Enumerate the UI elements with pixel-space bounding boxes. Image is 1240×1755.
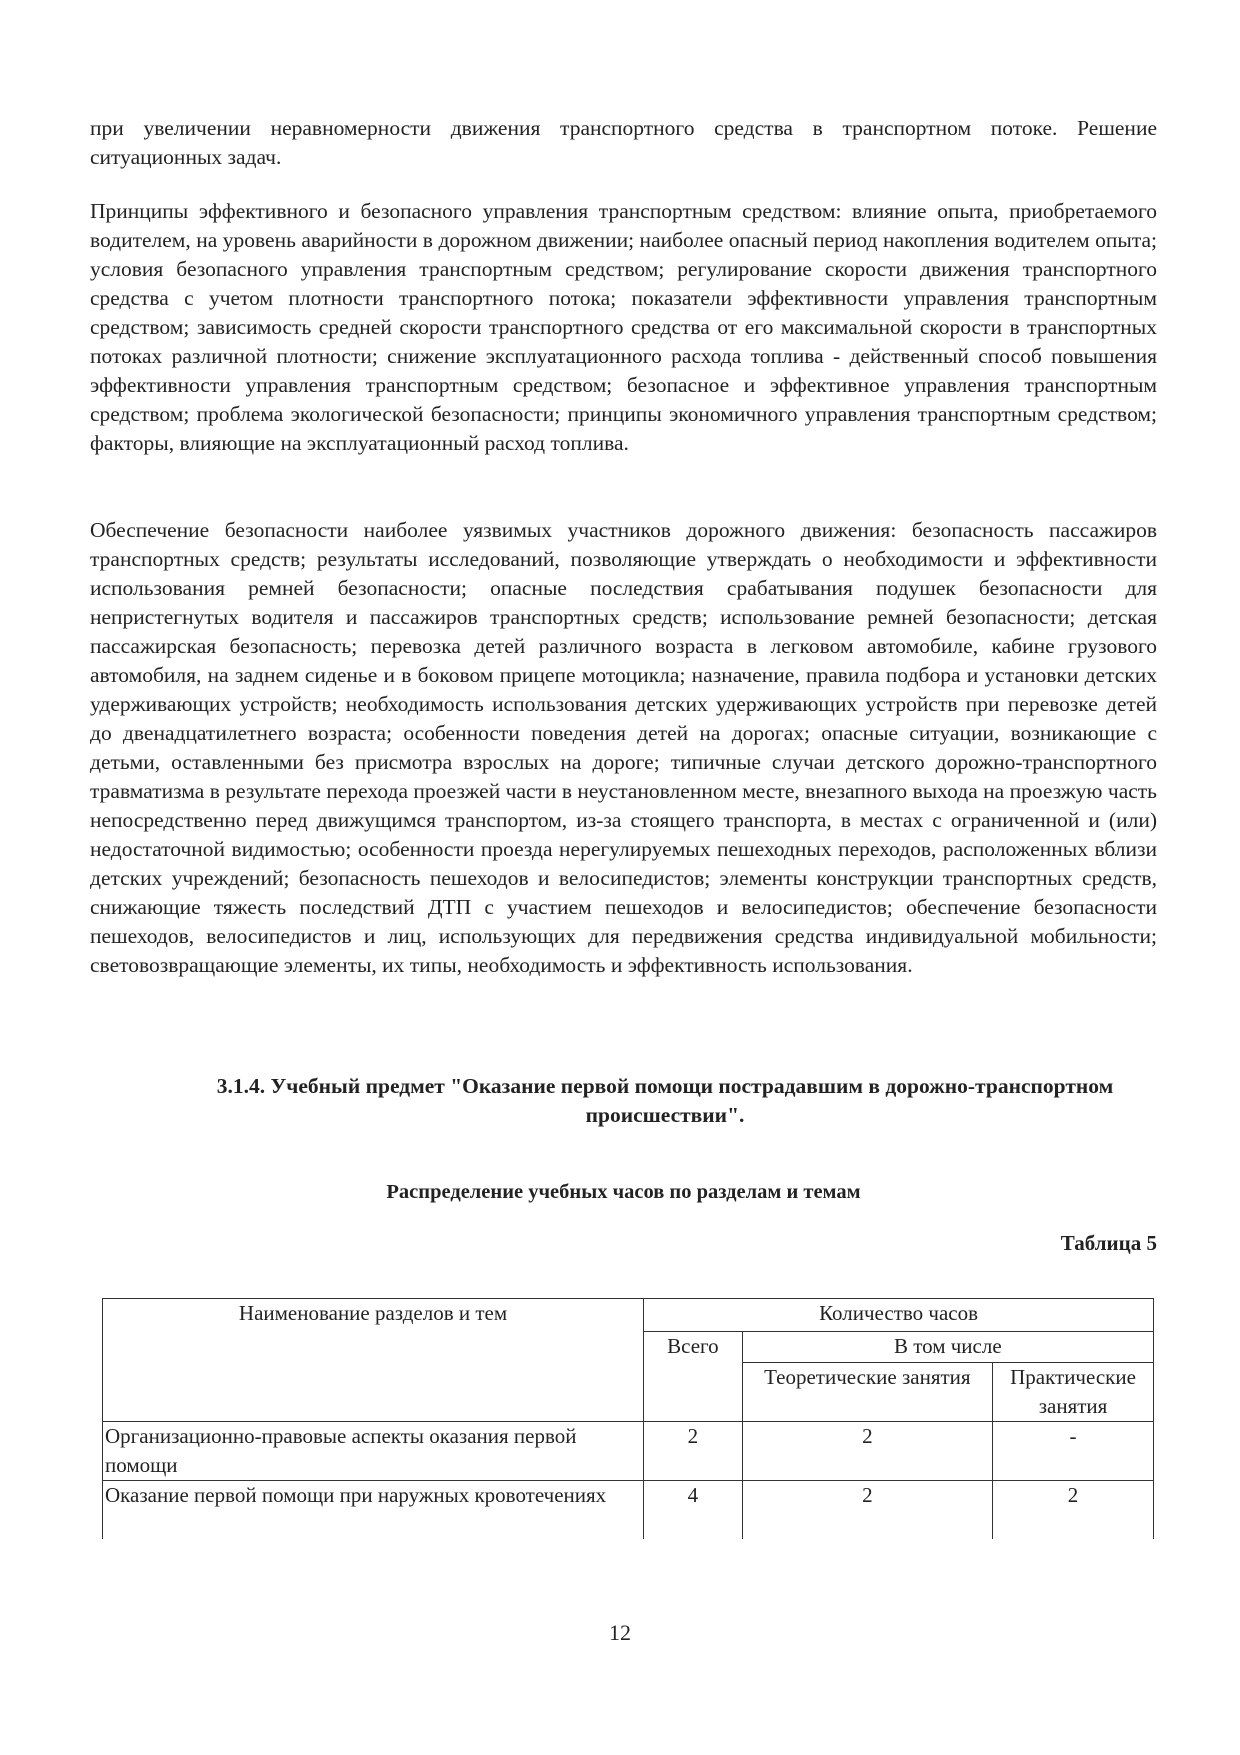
paragraph-driving-principles: Принципы эффективного и безопасного управления транспортным средством: влияние опыта, приобретаемого водителем, на уровень аварийности в дорожном движении; наиболее опасный период накопления водителем опыта; условия безопасного управления транспортным средством; регулирование скорости движения транспортного средства с учетом плотности транспортного потока; показатели эффективности управления транспортным средством; зависимость средней скорости транспортного средства от его максимальной скорости в транспортных потоках различной плотности; снижение эксплуатационного расхода топлива - действенный способ повышения эффективности управления транспортным средством; безопасное и эффективное управления транспортным средством; проблема экологической безопасности; принципы экономичного управления транспортным средством; факторы, влияющие на эксплуатационный расход топлива. [90, 199, 1157, 455]
distribution-title: Распределение учебных часов по разделам и темам [386, 1181, 861, 1203]
row-practice: - [993, 1422, 1154, 1481]
table-row [103, 1481, 1154, 1540]
section-title: 3.1.4. Учебный предмет "Оказание первой помощи пострадавшим в дорожно-транспортном происшествии". [216, 1074, 1114, 1127]
paragraph-continuation: при увеличении неравномерности движения транспортного средства в транспортном потоке. Решение ситуационных задач. [90, 116, 1157, 169]
page-number: 12 [609, 1620, 631, 1645]
header-practice: Практические занятия [993, 1363, 1154, 1422]
row-total: 4 [644, 1481, 743, 1540]
row-theory: 2 [742, 1422, 992, 1481]
header-total: Всего [644, 1332, 743, 1422]
header-hours: Количество часов [644, 1299, 1154, 1332]
header-theory: Теоретические занятия [742, 1363, 992, 1422]
header-name: Наименование разделов и тем [103, 1299, 644, 1422]
header-including: В том числе [742, 1332, 1153, 1363]
row-practice: 2 [993, 1481, 1154, 1540]
hours-table [102, 1298, 1154, 1539]
table-caption: Таблица 5 [1060, 1231, 1157, 1255]
row-name: Организационно-правовые аспекты оказания первой помощи [103, 1422, 644, 1481]
row-name: Оказание первой помощи при наружных кровотечениях [103, 1481, 644, 1540]
table-row [103, 1422, 1154, 1481]
row-theory: 2 [742, 1481, 992, 1540]
paragraph-vulnerable-participants: Обеспечение безопасности наиболее уязвимых участников дорожного движения: безопасность пассажиров транспортных средств; результаты исследований, позволяющие утверждать о необходимости и эффективности использования ремней безопасности; опасные последствия срабатывания подушек безопасности для непристегнутых водителя и пассажиров транспортных средств; использование ремней безопасности; детская пассажирская безопасность; перевозка детей различного возраста в легковом автомобиле, кабине грузового автомобиля, на заднем сиденье и в боковом прицепе мотоцикла; назначение, правила подбора и установки детских удерживающих устройств; необходимость использования детских удерживающих устройств при перевозке детей до двенадцатилетнего возраста; особенности поведения детей на дорогах; опасные ситуации, возникающие с детьми, оставленными без присмотра взрослых на дороге; типичные случаи детского дорожно-транспортного травматизма в результате перехода проезжей части в неустановленном месте, внезапного выхода на проезжую часть непосредственно перед движущимся транспортом, из-за стоящего транспорта, в местах с ограниченной и (или) недостаточной видимостью; особенности проезда нерегулируемых пешеходных переходов, расположенных вблизи детских учреждений; безопасность пешеходов и велосипедистов; элементы конструкции транспортных средств, снижающие тяжесть последствий ДТП с участием пешеходов и велосипедистов; обеспечение безопасности пешеходов, велосипедистов и лиц, использующих для передвижения средства индивидуальной мобильности; световозвращающие элементы, их типы, необходимость и эффективность использования. [90, 518, 1157, 977]
row-total: 2 [644, 1422, 743, 1481]
